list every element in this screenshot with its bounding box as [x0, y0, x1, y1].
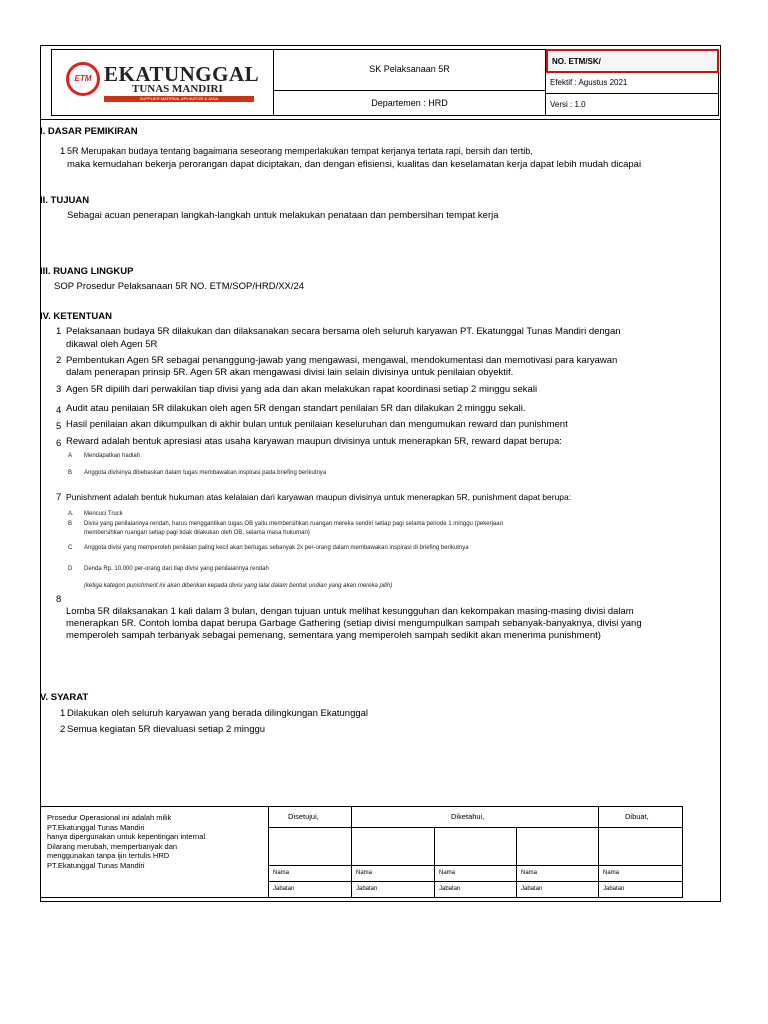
sub-item-letter: A.	[68, 511, 74, 517]
sub-item-letter: A	[68, 453, 73, 459]
signer-name-label: Nama	[356, 870, 373, 876]
list-number: 2	[56, 355, 62, 366]
sub-item-letter: C	[68, 545, 73, 551]
approval-table	[40, 806, 683, 898]
sub-item-text: Denda Rp. 10.000 per-orang dari tiap divisi yang penilaiannya rendah	[84, 566, 269, 572]
signer-position-label: Jabatan	[273, 886, 295, 892]
company-logo	[51, 49, 274, 116]
punishment-note: (ketiga kategori punishment ini akan diberikan kepada divisi yang lalai dalam bentuk undian yang akan mereka pilih)	[84, 583, 393, 589]
signer-name-label: Nama	[521, 870, 538, 876]
list-number: 2	[60, 724, 66, 735]
section-title-dasar: I. DASAR PEMIKIRAN	[40, 126, 138, 137]
sub-item-letter: B	[68, 521, 73, 527]
list-number: 4	[56, 405, 62, 416]
logo-tagline: SUPPLIER MATERIAL APLIKATOR & JASA	[104, 96, 254, 102]
document-number: NO. ETM/SK/	[546, 49, 719, 73]
signer-position-label: Jabatan	[439, 886, 461, 892]
effective-date: Efektif : Agustus 2021	[546, 73, 719, 94]
sub-item-text: Mendapatkan hadiah	[84, 453, 141, 459]
signer-position-label: Jabatan	[603, 886, 625, 892]
acknowledged-by-label: Diketahui,	[451, 812, 485, 821]
list-item-text: Pelaksanaan budaya 5R dilakukan dan dilaksanakan secara bersama oleh seluruh karyawan PT. Ekatunggal Tunas Mandiri dengan	[66, 326, 621, 337]
list-number: 7	[56, 492, 62, 503]
prepared-by-label: Dibuat,	[625, 812, 649, 821]
sub-item-text: Anggota divisinya dibebaskan dalam tugas membawakan inspirasi pada briefing berikutnya	[84, 470, 327, 476]
list-item-text: Dilakukan oleh seluruh karyawan yang berada dilingkungan Ekatunggal	[67, 708, 369, 719]
list-number: 5	[56, 421, 62, 432]
list-number: 8	[56, 594, 62, 605]
section-text: Sebagai acuan penerapan langkah-langkah untuk melakukan penataan dan pembersihan tempat kerja	[67, 210, 499, 221]
sub-item-text: Divisi yang penilaiannya rendah, harus menggantikan tugas OB yaitu membersihkan ruangan mereka sendiri setiap pagi selama periode 1 minggu (pekerjaan	[84, 521, 503, 527]
sub-item-text: Mencuci Truck	[84, 511, 123, 517]
signer-name-label: Nama	[603, 870, 620, 876]
list-item-text: Reward adalah bentuk apresiasi atas usaha karyawan maupun divisinya untuk menerapkan 5R, reward dapat berupa:	[66, 436, 562, 447]
sub-item-letter: D	[68, 566, 73, 572]
sub-item-text: Anggota divisi yang memperoleh penilaian paling kecil akan bertugas sebanyak 2x per-orang dalam membawakan inspirasi di briefing berikutnya	[84, 545, 469, 551]
section-title-tujuan: II. TUJUAN	[40, 195, 90, 206]
logo-subtitle: TUNAS MANDIRI	[132, 83, 223, 95]
list-item-text: menerapkan 5R. Contoh lomba dapat berupa Garbage Gathering (setiap divisi mengumpulkan sampah sebanyak-banyaknya, divisi yang	[66, 618, 642, 629]
approved-by-label: Disetujui,	[288, 812, 319, 821]
list-item-text: Punishment adalah bentuk hukuman atas kelalaian dari karyawan maupun divisinya untuk menerapkan 5R, punishment dapat berupa:	[66, 492, 572, 502]
section-title-ruang-lingkup: III. RUANG LINGKUP	[40, 266, 134, 277]
list-item-text: memperoleh sampah terbanyak sebagai pemenang, sementara yang memperoleh sampah sedikit akan menerima punishment)	[66, 630, 601, 641]
sub-item-text: membersihkan ruangan setiap pagi tidak dilakukan oleh OB, selama masa hukuman)	[84, 530, 310, 536]
signer-name-label: Nama	[273, 870, 290, 876]
list-number: 3	[56, 384, 62, 395]
department: Departemen : HRD	[274, 91, 546, 116]
list-item-text: Audit atau penilaian 5R dilakukan oleh agen 5R dengan standart penilaian 5R dan dilakukan 2 minggu sekali.	[66, 403, 526, 414]
list-item-text: Lomba 5R dilaksanakan 1 kali dalam 3 bulan, dengan tujuan untuk melihat kesungguhan dan kekompakan masing-masing divisi dalam	[66, 606, 634, 617]
list-item-text: Semua kegiatan 5R dievaluasi setiap 2 minggu	[67, 724, 266, 735]
section-title-syarat: V. SYARAT	[40, 692, 89, 703]
section-text: maka kemudahan bekerja perorangan dapat diciptakan, dan dengan efisiensi, kualitas dan keselamatan kerja dapat lebih mudah dicapai	[67, 159, 642, 170]
section-text: SOP Prosedur Pelaksanaan 5R NO. ETM/SOP/HRD/XX/24	[54, 281, 305, 292]
signer-position-label: Jabatan	[356, 886, 378, 892]
list-item-text: Pembentukan Agen 5R sebagai penanggung-jawab yang mengawasi, mengawal, mendokumentasi dan memotivasi para karyawan	[66, 355, 618, 366]
list-number: 1	[56, 326, 62, 337]
section-title-ketentuan: IV. KETENTUAN	[40, 311, 112, 322]
document-title: SK Pelaksanaan 5R	[274, 49, 546, 91]
list-item-text: Hasil penilaian akan dikumpulkan di akhir bulan untuk penilaian keseluruhan dan mengumukan reward dan punishment	[66, 419, 568, 430]
list-number: 1	[60, 146, 66, 157]
document-header	[40, 45, 721, 120]
list-number: 1	[60, 708, 66, 719]
list-number: 6	[56, 438, 62, 449]
logo-badge: ETM	[66, 62, 100, 96]
ownership-note: Prosedur Operasional ini adalah milik PT.Ekatunggal Tunas Mandiri hanya dipergunakan untuk kepentingan internal. Dilarang merubah, memperbanyak dan menggunakan tanpa ijin tertulis HRD PT.Ekatunggal Tunas Mandiri	[47, 813, 208, 870]
section-text: 5R Merupakan budaya tentang bagaimana seseorang memperlakukan tempat kerjanya tertata rapi, bersih dan tertib,	[67, 146, 533, 156]
list-item-text: dalam penerapan prinsip 5R. Agen 5R akan mengawasi divisi lain selain divisinya untuk penilaian obyektif.	[66, 367, 514, 378]
sub-item-letter: B	[68, 470, 73, 476]
list-item-text: dikawal oleh Agen 5R	[66, 339, 158, 350]
signer-name-label: Nama	[439, 870, 456, 876]
logo-title: EKATUNGGAL	[104, 62, 260, 86]
list-item-text: Agen 5R dipilih dari perwakilan tiap divisi yang ada dan akan melakukan rapat koordinasi setiap 2 minggu sekali	[66, 384, 538, 395]
version: Versi : 1.0	[546, 94, 719, 116]
signer-position-label: Jabatan	[521, 886, 543, 892]
